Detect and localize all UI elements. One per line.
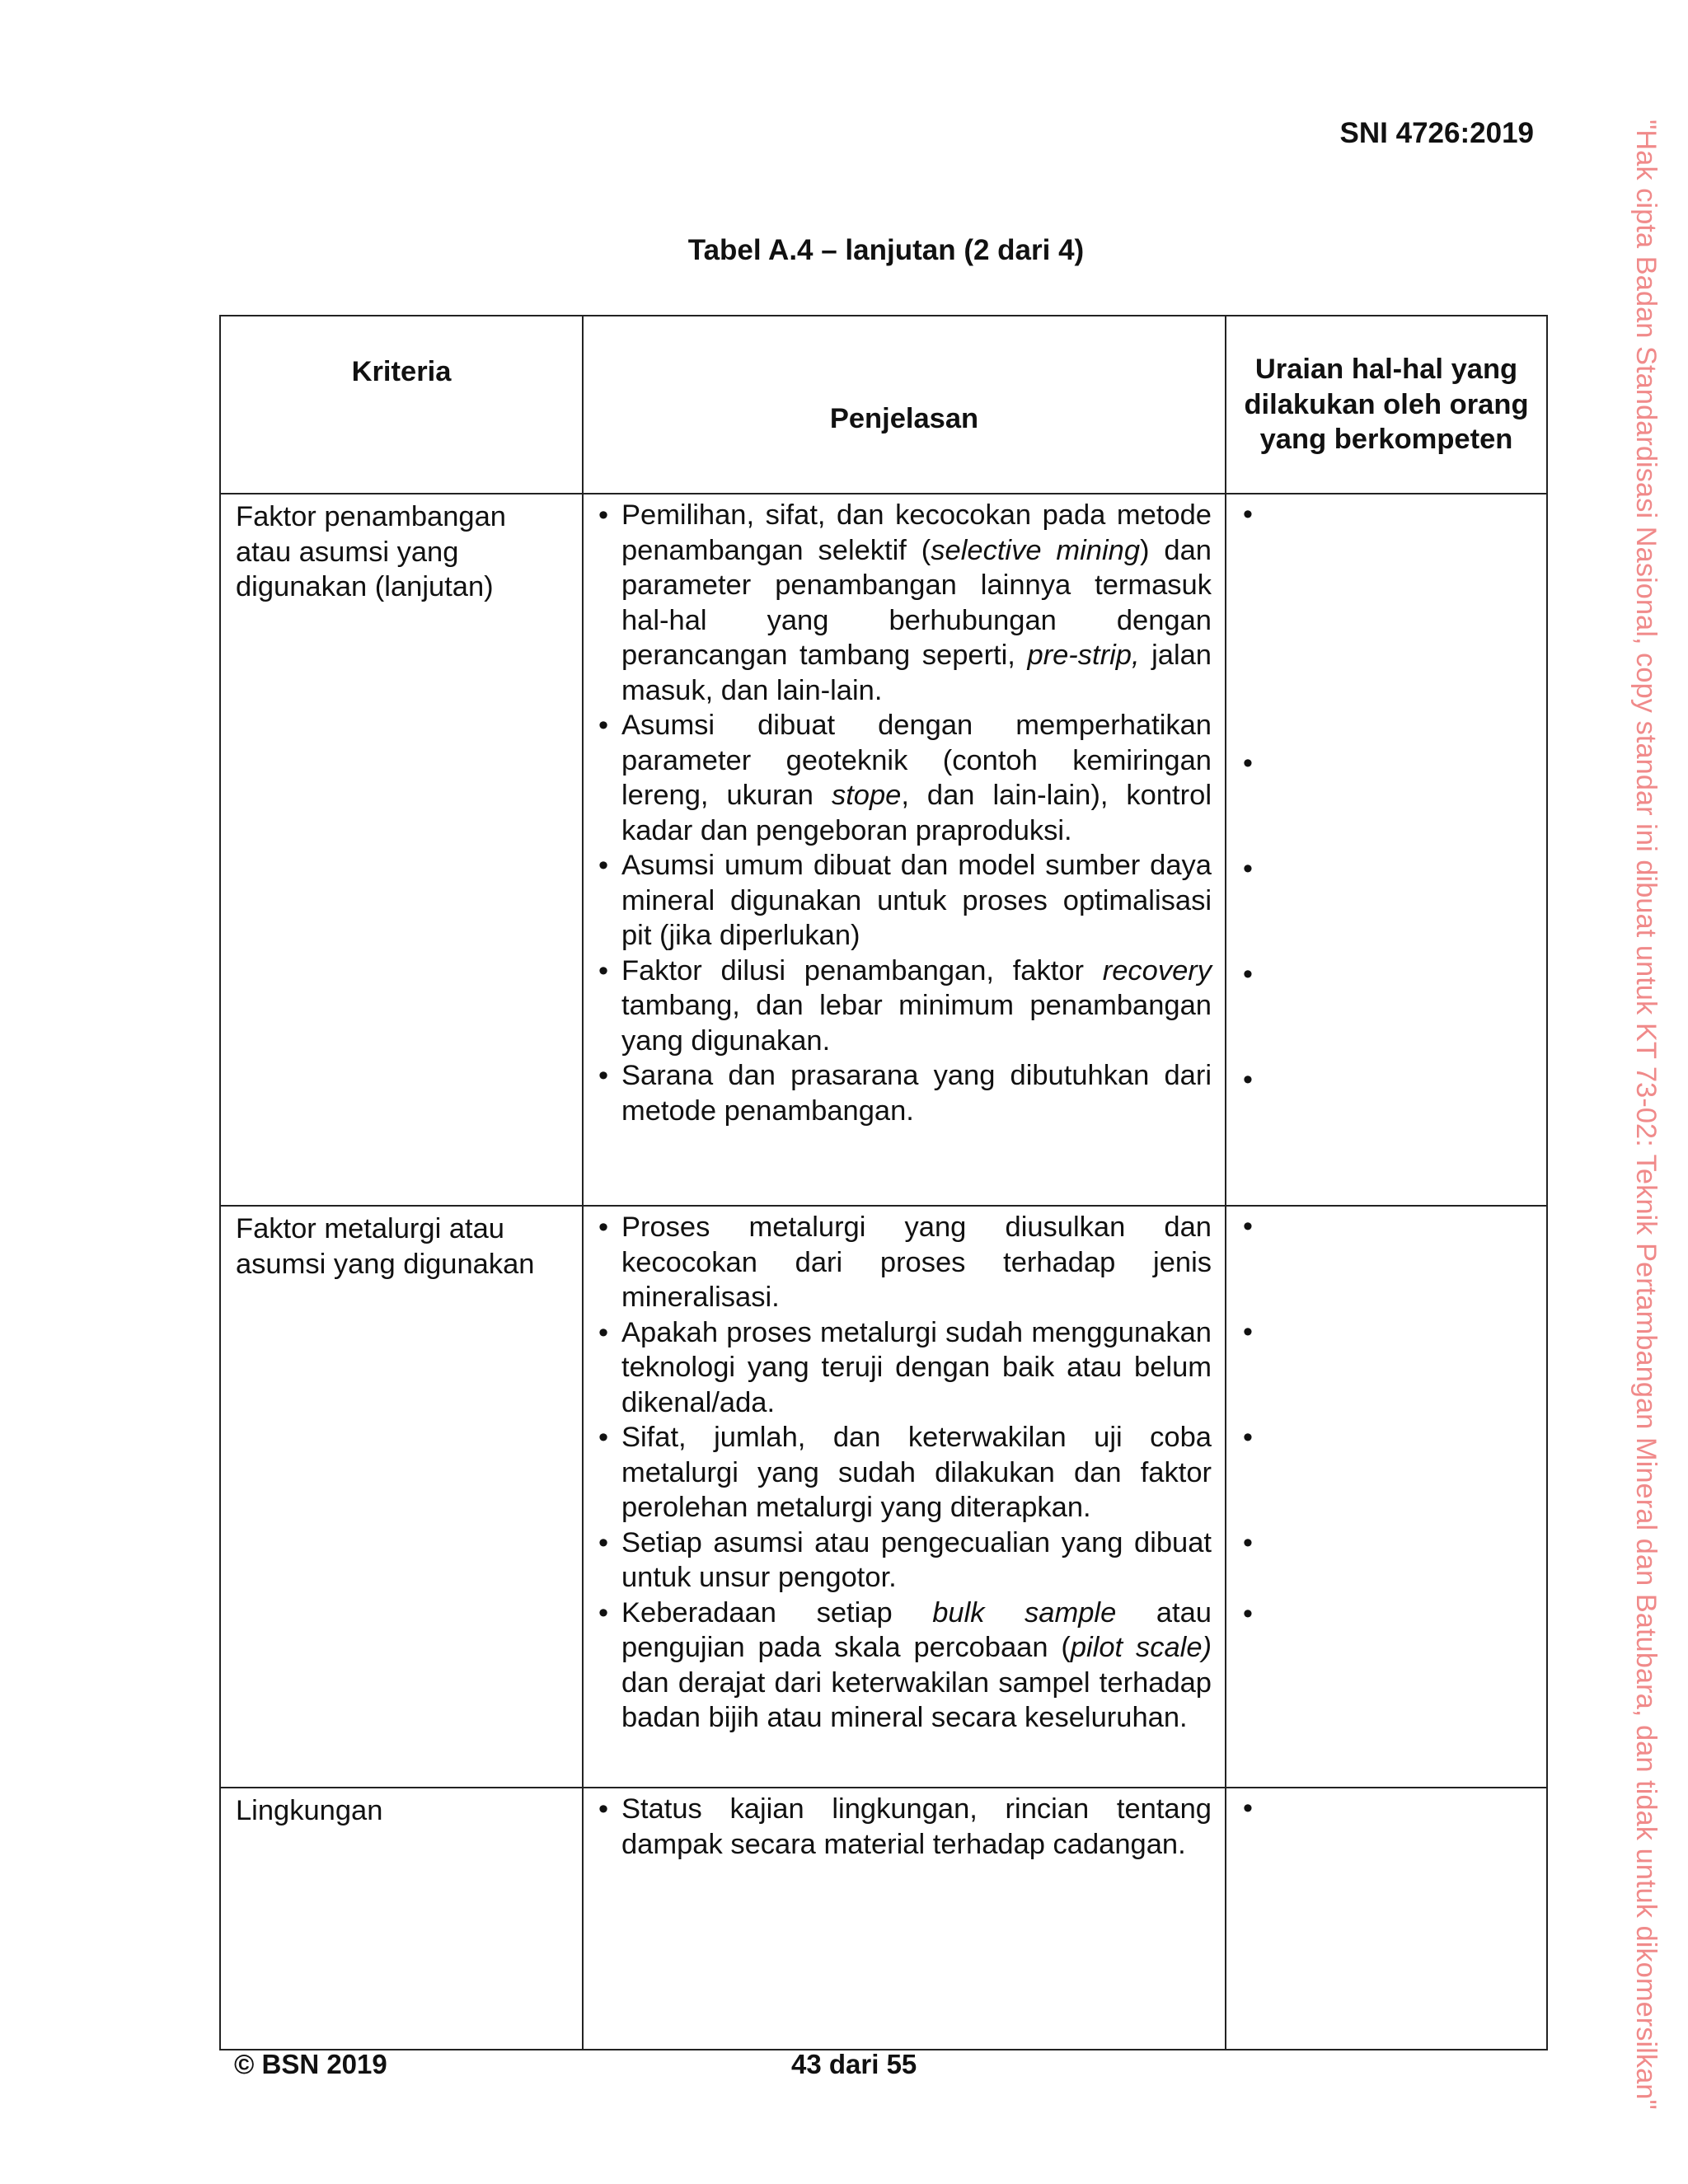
penjelasan-cell — [583, 1206, 1226, 1788]
bullet-list — [597, 498, 1212, 1128]
bullet-item: • Asumsi umum dibuat dan model sumber daya mineral digunakan untuk proses optimalisasi pit (jika diperlukan) — [597, 848, 1212, 954]
bullet-list — [597, 1210, 1212, 1736]
uraian-cell — [1226, 494, 1547, 1206]
bullet-item: • Keberadaan setiap bulk sample atau pengujian pada skala percobaan (pilot scale) dan derajat dari keterwakilan sampel terhadap badan bijih atau mineral secara keseluruhan. — [597, 1596, 1212, 1736]
watermark-text: "Hak cipta Badan Standardisasi Nasional, copy standar ini dibuat untuk KT 73-02: Teknik Pertambangan Mineral dan Batubara, dan tidak untuk dikomersilkan" — [1630, 120, 1662, 2110]
uraian-mark: • — [1243, 1527, 1253, 1558]
table-row — [220, 1206, 1547, 1788]
bullet-item: • Sifat, jumlah, dan keterwakilan uji coba metalurgi yang sudah dilakukan dan faktor perolehan metalurgi yang diterapkan. — [597, 1420, 1212, 1526]
column-header-kriteria: Kriteria — [220, 316, 583, 494]
uraian-mark: • — [1243, 1598, 1253, 1629]
bullet-item: • Faktor dilusi penambangan, faktor recovery tambang, dan lebar minimum penambangan yang digunakan. — [597, 954, 1212, 1059]
copyright-watermark — [1622, 120, 1672, 2110]
table-title: Tabel A.4 – lanjutan (2 dari 4) — [687, 234, 1085, 266]
kriteria-cell: Faktor metalurgi atau asumsi yang digunakan — [220, 1206, 583, 1788]
uraian-mark: • — [1243, 958, 1253, 990]
kriteria-cell: Lingkungan — [220, 1788, 583, 2050]
table-row — [220, 494, 1547, 1206]
penjelasan-cell — [583, 1788, 1226, 2050]
uraian-mark: • — [1243, 1211, 1253, 1242]
bullet-item: • Proses metalurgi yang diusulkan dan kecocokan dari proses terhadap jenis mineralisasi. — [597, 1210, 1212, 1315]
bullet-item: • Asumsi dibuat dengan memperhatikan parameter geoteknik (contoh kemiringan lereng, ukuran stope, dan lain-lain), kontrol kadar dan pengeboran praproduksi. — [597, 708, 1212, 848]
bullet-item: • Apakah proses metalurgi sudah menggunakan teknologi yang teruji dengan baik atau belum dikenal/ada. — [597, 1315, 1212, 1421]
column-header-penjelasan: Penjelasan — [583, 316, 1226, 494]
bullet-item: • Setiap asumsi atau pengecualian yang dibuat untuk unsur pengotor. — [597, 1526, 1212, 1596]
document-id: SNI 4726:2019 — [1339, 117, 1534, 149]
uraian-mark: • — [1243, 1064, 1253, 1095]
penjelasan-cell — [583, 494, 1226, 1206]
uraian-cell — [1226, 1788, 1547, 2050]
bullet-item: • Sarana dan prasarana yang dibutuhkan dari metode penambangan. — [597, 1058, 1212, 1128]
criteria-table — [219, 315, 1548, 2050]
bullet-item: • Pemilihan, sifat, dan kecocokan pada metode penambangan selektif (selective mining) dan parameter penambangan lainnya termasuk hal-hal yang berhubungan dengan perancangan tambang seperti, pre-strip, jalan masuk, dan lain-lain. — [597, 498, 1212, 708]
uraian-mark: • — [1243, 499, 1253, 530]
uraian-mark: • — [1243, 1793, 1253, 1824]
column-header-uraian: Uraian hal-hal yang dilakukan oleh orang yang berkompeten — [1226, 316, 1547, 494]
uraian-mark: • — [1243, 1422, 1253, 1453]
uraian-mark: • — [1243, 853, 1253, 884]
bullet-list — [597, 1792, 1212, 1862]
bullet-item: • Status kajian lingkungan, rincian tentang dampak secara material terhadap cadangan. — [597, 1792, 1212, 1862]
uraian-mark: • — [1243, 748, 1253, 779]
footer-copyright: © BSN 2019 — [234, 2049, 387, 2079]
footer-page-number: 43 dari 55 — [791, 2049, 917, 2079]
uraian-mark: • — [1243, 1316, 1253, 1347]
table-header-row — [220, 316, 1547, 494]
kriteria-cell: Faktor penambangan atau asumsi yang digunakan (lanjutan) — [220, 494, 583, 1206]
uraian-cell — [1226, 1206, 1547, 1788]
table-row — [220, 1788, 1547, 2050]
